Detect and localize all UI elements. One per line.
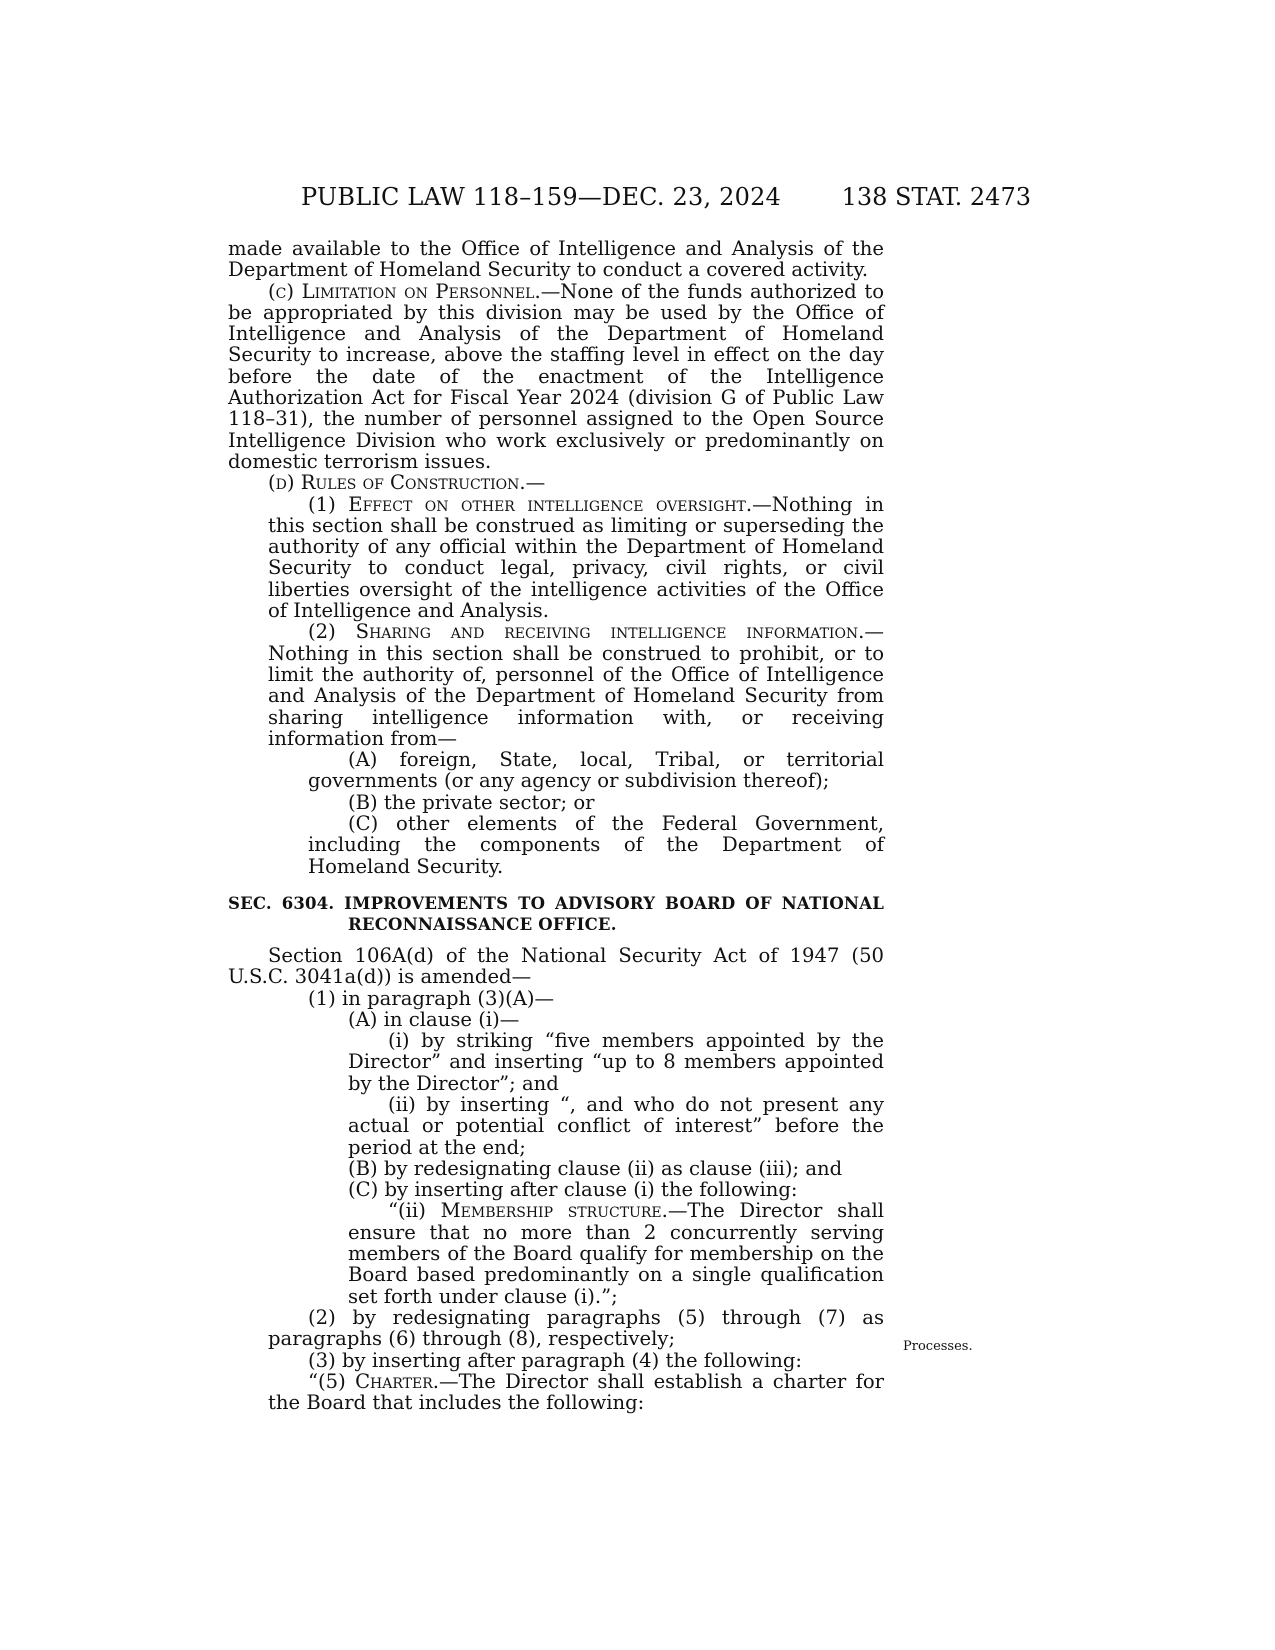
subsection-d-dash: — [525, 471, 546, 495]
quoted-paragraph-number: “(5) [308, 1369, 356, 1393]
amendment-1: (1) in paragraph (3)(A)— [308, 986, 555, 1010]
amendment-3: (3) by inserting after paragraph (4) the following: [308, 1348, 802, 1372]
subsection-c-text: —None of the funds authorized to be appropriated by this division may be used by the Office of Intelligence and Analysis of the Department of Homeland Security to increase, above the staffing level in effect on the day before the date of the enactment of the Intelligence Authorization Act for Fiscal Year 2024 (division G of Public Law 118–31), the number of personnel assigned to the Open Source Intelligence Division who work exclusively or predominantly on domestic terrorism issues. [228, 279, 884, 473]
paragraph-d1-heading: (1) Effect on other intelligence oversight. [308, 492, 753, 516]
quoted-paragraph-text: —The Director shall establish a charter for the Board that includes the following: [268, 1369, 884, 1415]
subsection-c [228, 281, 884, 473]
amendment-1C: (C) by inserting after clause (i) the following: [348, 1178, 798, 1202]
margin-note: Processes. [903, 1339, 973, 1354]
quoted-clause-number: “(ii) [388, 1199, 441, 1223]
amendment-1A: (A) in clause (i)— [348, 1007, 520, 1031]
subsection-d-heading: (d) Rules of Construction. [268, 471, 526, 495]
paragraph-d1-text: —Nothing in this section shall be construed as limiting or superseding the authority of any official within the Department of Homeland Security to conduct legal, privacy, civil rights, or civil liberties oversight of the intelligence activities of the Office of Intelligence and Analysis. [268, 492, 884, 623]
paragraph-d1 [228, 494, 884, 622]
paragraph-d2-heading: (2) Sharing and receiving intelligence information. [308, 620, 865, 644]
subsection-c-heading: (c) Limitation on Personnel. [268, 279, 541, 303]
amendment-1A-ii: (ii) by inserting “, and who do not present any actual or potential conflict of interest” before the period at the end; [348, 1092, 884, 1159]
paragraph-continued: made available to the Office of Intelligence and Analysis of the Department of Homeland Security to conduct a covered activity. [228, 237, 884, 282]
paragraph-d2-text: — Nothing in this section shall be construed to prohibit, or to limit the authority of, personnel of the Office of Intelligence and Analysis of the Department of Homeland Security from sharing intelligence information with, or receiving information from— [268, 620, 884, 750]
amendment-1B: (B) by redesignating clause (ii) as clause (iii); and [348, 1156, 843, 1180]
quoted-clause-text: —The Director shall ensure that no more than 2 concurrently serving members of the Board qualify for membership on the Board based predominantly on a single qualification set forth under clause (i).”; [348, 1199, 884, 1308]
quoted-paragraph-5 [228, 1371, 884, 1414]
section-intro: Section 106A(d) of the National Security Act of 1947 (50 U.S.C. 3041a(d)) is amended— [228, 943, 884, 989]
quoted-paragraph-heading: Charter. [355, 1369, 439, 1393]
subsection-d [228, 472, 884, 493]
statute-page-number: 138 STAT. 2473 [841, 183, 1031, 211]
amendment-2: (2) by redesignating paragraphs (5) through (7) as paragraphs (6) through (8), respectively; [268, 1305, 884, 1351]
subparagraph-d2C: (C) other elements of the Federal Government, including the components of the Department of Homeland Security. [308, 812, 884, 878]
running-header-title: PUBLIC LAW 118–159—DEC. 23, 2024 [301, 183, 782, 211]
paragraph-d2 [228, 621, 884, 749]
section-heading: SEC. 6304. IMPROVEMENTS TO ADVISORY BOARD OF NATIONAL RECONNAISSANCE OFFICE. [228, 893, 884, 934]
quoted-clause-heading: Membership structure. [440, 1199, 668, 1223]
subparagraph-d2A: (A) foreign, State, local, Tribal, or territorial governments (or any agency or subdivision thereof); [308, 748, 884, 793]
document-body [228, 238, 884, 1413]
quoted-clause-ii [228, 1200, 884, 1306]
subparagraph-d2B: (B) the private sector; or [348, 790, 595, 814]
amendment-1A-i: (i) by striking “five members appointed by the Director” and inserting “up to 8 members appointed by the Director”; and [348, 1029, 884, 1095]
